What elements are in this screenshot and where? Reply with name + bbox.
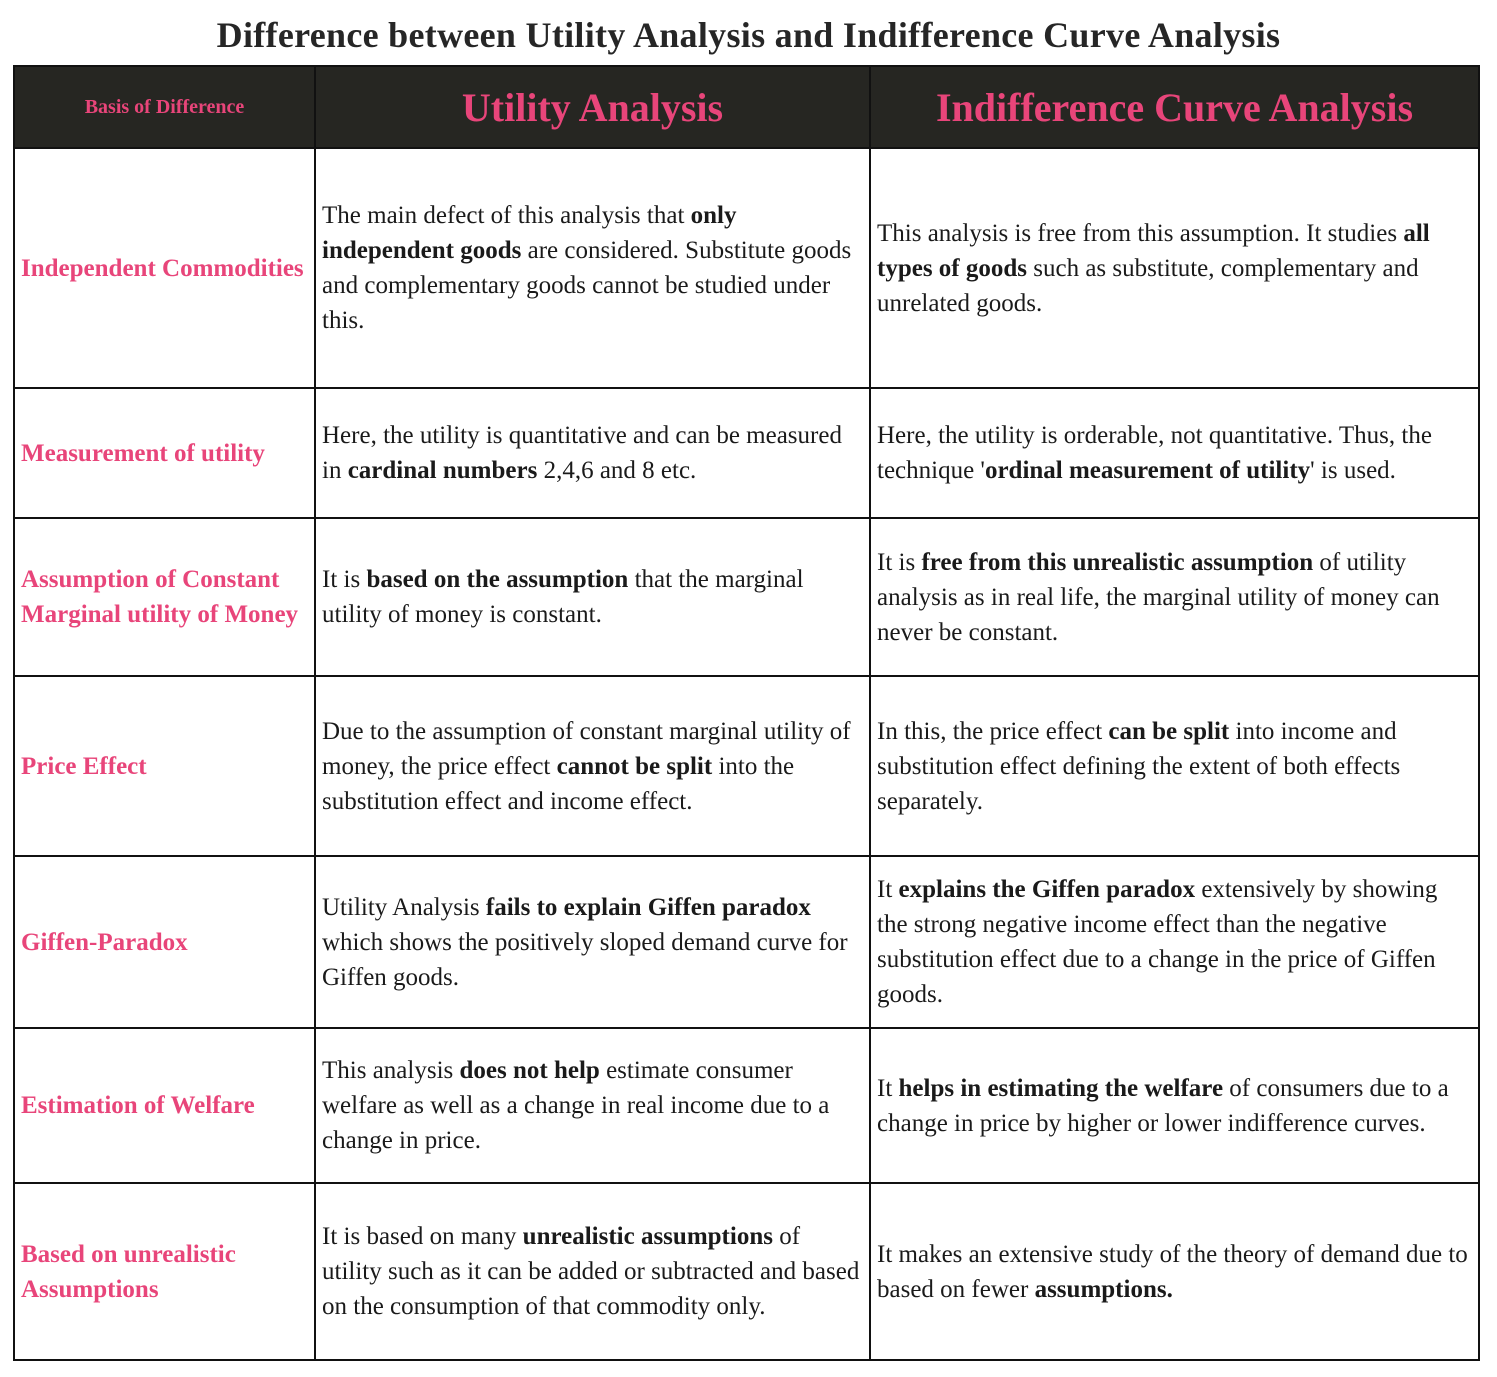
utility-cell [315, 1028, 870, 1183]
bold-text: cannot be split [556, 752, 713, 780]
header-basis: Basis of Difference [14, 66, 315, 148]
text: It is [322, 566, 367, 593]
basis-cell: Independent Commodities [14, 148, 315, 388]
basis-cell: Measurement of utility [14, 388, 315, 518]
text: It is based on many [322, 1223, 523, 1250]
bold-text: unrealistic assumptions [522, 1223, 773, 1250]
text: of consumers due to a change in price by higher or lower indifference curves. [877, 1074, 1449, 1137]
bold-text: explains the Giffen paradox [898, 876, 1196, 903]
table-row [14, 676, 1479, 856]
bold-text: assumptions. [1034, 1275, 1173, 1303]
text: It [877, 1074, 899, 1102]
basis-cell: Estimation of Welfare [14, 1028, 315, 1183]
page-title: Difference between Utility Analysis and Indifference Curve Analysis [216, 15, 1281, 55]
utility-cell [315, 518, 870, 676]
text: In this, the price effect [877, 717, 1109, 745]
bold-text: fails to explain Giffen paradox [485, 893, 811, 921]
utility-cell [315, 1183, 870, 1360]
bold-text: does not help [459, 1057, 600, 1084]
indifference-cell [870, 388, 1479, 518]
text: estimate consumer welfare as well as a change in real income due to a change in price. [322, 1057, 830, 1154]
bold-text: free from this unrealistic assumption [921, 548, 1314, 576]
bold-text: ordinal measurement of utility [984, 457, 1311, 484]
table-row [14, 518, 1479, 676]
utility-cell [315, 148, 870, 388]
text: that the marginal utility of money is constant. [322, 566, 804, 628]
basis-cell: Price Effect [14, 676, 315, 856]
text: which shows the positively sloped demand curve for Giffen goods. [322, 928, 848, 991]
table-row [14, 1183, 1479, 1360]
bold-text: all types of goods [877, 219, 1430, 282]
indifference-cell [870, 676, 1479, 856]
table-row [14, 856, 1479, 1028]
table-row [14, 388, 1479, 518]
text: ' is used. [1310, 457, 1396, 484]
text: of utility such as it can be added or subtracted and based on the consumption of that commodity only. [322, 1223, 860, 1320]
basis-cell: Based on unrealistic Assumptions [14, 1183, 315, 1360]
basis-cell: Giffen-Paradox [14, 856, 315, 1028]
comparison-table [13, 65, 1480, 1361]
text: of utility analysis as in real life, the marginal utility of money can never be constant. [877, 548, 1440, 646]
indifference-cell [870, 518, 1479, 676]
text: extensively by showing the strong negative income effect than the negative substitution effect due to a change in the price of Giffen goods. [877, 876, 1438, 1008]
table-header-row [14, 66, 1479, 148]
indifference-cell [870, 1028, 1479, 1183]
text: The main defect of this analysis that [322, 202, 691, 229]
indifference-cell [870, 1183, 1479, 1360]
text: It is [877, 548, 922, 576]
text: It makes an extensive study of the theory of demand due to based on fewer [877, 1240, 1468, 1303]
text: Utility Analysis [322, 893, 486, 921]
text: Here, the utility is orderable, not quantitative. Thus, the technique ' [877, 422, 1432, 484]
text: into income and substitution effect defining the extent of both effects separately. [877, 717, 1401, 815]
bold-text: based on the assumption [366, 566, 629, 593]
text: are considered. Substitute goods and complementary goods cannot be studied under this. [322, 237, 852, 334]
table-row [14, 148, 1479, 388]
bold-text: cardinal numbers [347, 457, 538, 484]
basis-cell: Assumption of Constant Marginal utility of Money [14, 518, 315, 676]
text: such as substitute, complementary and unrelated goods. [877, 254, 1419, 317]
utility-cell [315, 388, 870, 518]
text: into the substitution effect and income effect. [322, 752, 795, 815]
bold-text: only independent goods [322, 202, 737, 264]
utility-cell [315, 856, 870, 1028]
indifference-cell [870, 148, 1479, 388]
bold-text: can be split [1108, 717, 1230, 745]
header-utility-analysis: Utility Analysis [315, 66, 870, 148]
utility-cell [315, 676, 870, 856]
text: It [877, 876, 899, 903]
text: This analysis [322, 1057, 460, 1084]
text: Here, the utility is quantitative and can be measured in [322, 422, 842, 484]
text: Due to the assumption of constant marginal utility of money, the price effect [322, 717, 851, 780]
table-row [14, 1028, 1479, 1183]
text: This analysis is free from this assumption. It studies [877, 219, 1404, 247]
indifference-cell [870, 856, 1479, 1028]
header-indifference-curve-analysis: Indifference Curve Analysis [870, 66, 1479, 148]
text: 2,4,6 and 8 etc. [537, 457, 697, 484]
bold-text: helps in estimating the welfare [898, 1074, 1224, 1102]
